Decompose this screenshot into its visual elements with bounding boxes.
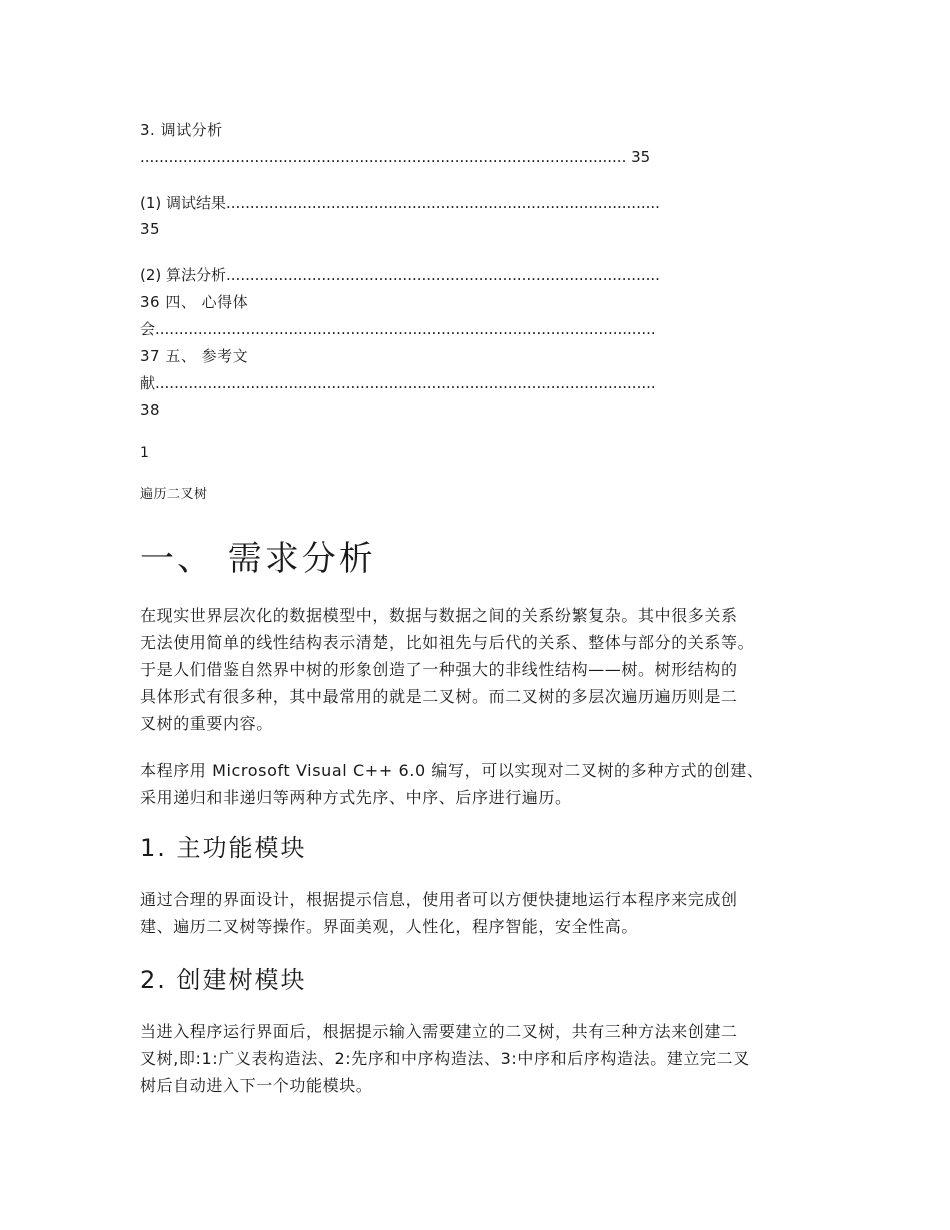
paragraph-line: 通过合理的界面设计，根据提示信息，使用者可以方便快捷地运行本程序来完成创: [140, 890, 738, 909]
paragraph-line: 当进入程序运行界面后，根据提示输入需要建立的二叉树，共有三种方法来创建二: [140, 1022, 738, 1041]
paragraph-line: 本程序用 Microsoft Visual C++ 6.0 编写，可以实现对二叉树的多种方式的创建、: [140, 761, 764, 780]
paragraph-line: 叉树,即:1:广义表构造法、2:先序和中序构造法、3:中序和后序构造法。建立完二叉: [140, 1049, 750, 1068]
section-title-create-tree-module: 2. 创建树模块: [140, 966, 307, 994]
toc-entry-algorithm-analysis: (2) 算法分析...........................................................................................: [140, 266, 660, 284]
running-head: 遍历二叉树: [140, 487, 208, 502]
toc-page-number: 35: [140, 220, 161, 238]
paragraph-line: 采用递归和非递归等两种方式先序、中序、后序进行遍历。: [140, 788, 572, 807]
paragraph-line: 叉树的重要内容。: [140, 714, 273, 733]
paragraph-line: 于是人们借鉴自然界中树的形象创造了一种强大的非线性结构——树。树形结构的: [140, 660, 738, 679]
page-number: 1: [140, 445, 150, 461]
intro-paragraph: [140, 602, 830, 737]
toc-entry-references: 37 五、 参考文: [140, 347, 249, 365]
toc-page-number: 38: [140, 401, 161, 419]
toc-entry-debug-analysis: 3. 调试分析: [140, 121, 223, 139]
program-paragraph: [140, 757, 830, 811]
paragraph-line: 具体形式有很多种，其中最常用的就是二叉树。而二叉树的多层次遍历遍历则是二: [140, 687, 738, 706]
section-body-main-module: [140, 886, 830, 940]
toc-entry-experience: 36 四、 心得体: [140, 293, 249, 311]
section-title-main-module: 1. 主功能模块: [140, 834, 307, 862]
paragraph-line: 无法使用简单的线性结构表示清楚，比如祖先与后代的关系、整体与部分的关系等。: [140, 633, 755, 652]
toc-entry-debug-results: (1) 调试结果...........................................................................................: [140, 194, 660, 212]
section-body-create-tree-module: [140, 1018, 830, 1099]
paragraph-line: 建、遍历二叉树等操作。界面美观，人性化，程序智能，安全性高。: [140, 917, 639, 936]
chapter-title: 一、 需求分析: [140, 539, 376, 579]
paragraph-line: 树后自动进入下一个功能模块。: [140, 1076, 373, 1095]
toc-leader-line: ...................................................................................................... 35: [140, 148, 651, 166]
toc-leader-line: 会.........................................................................................................: [140, 320, 656, 338]
paragraph-line: 在现实世界层次化的数据模型中，数据与数据之间的关系纷繁复杂。其中很多关系: [140, 606, 738, 625]
toc-leader-line: 献.........................................................................................................: [140, 374, 656, 392]
